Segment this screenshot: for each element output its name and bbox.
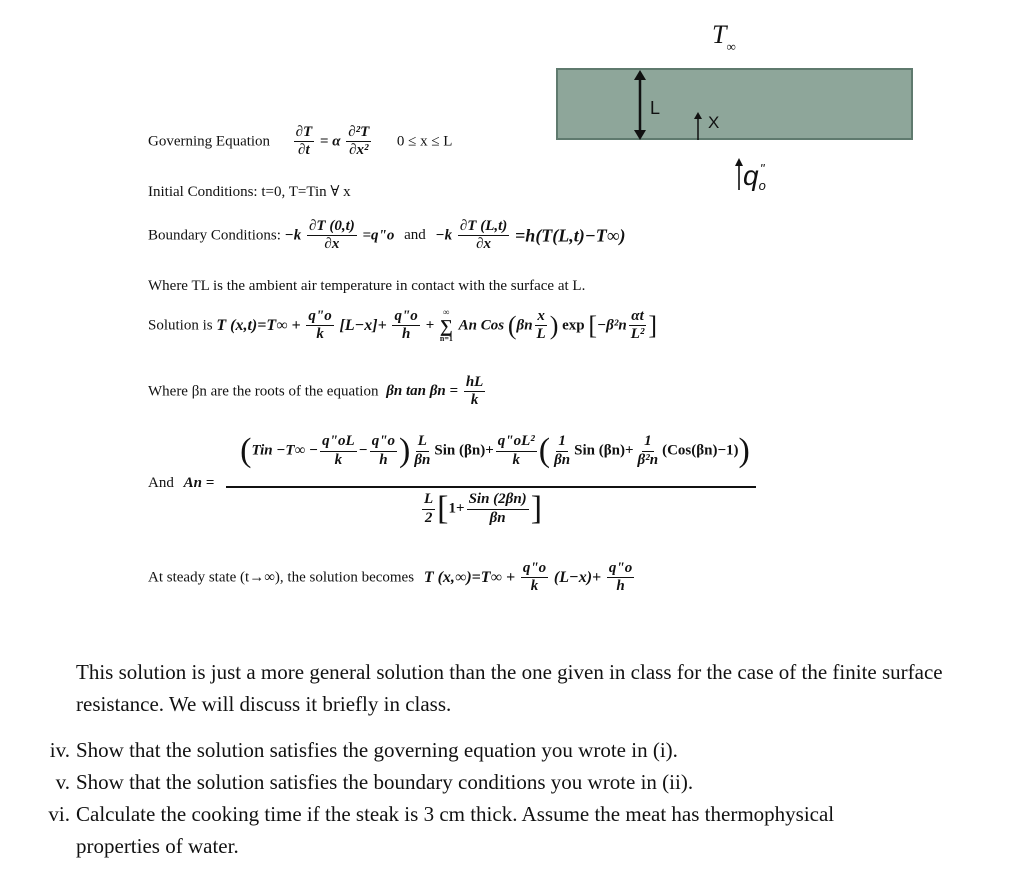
x-label: X xyxy=(708,113,720,132)
an-fraction-bar xyxy=(226,486,756,488)
bc1-fraction: $\frac{\partial T (0,t)}{\partial x}$ xyxy=(309,218,355,253)
solution-equation: Solution is T (x,t)=T∞ + $\frac{q"o}{k}$ [L−x]+ $\frac{q"o}{h}$ + ∞ ∑ n=1 An Cos (βn $\frac{x}{L}$ ) exp [−β²n $\frac{\alpha t}{\text{L²}}$ ] xyxy=(148,307,658,344)
bc2-fraction: $\frac{\partial T (L,t)}{\partial x}$ xyxy=(459,218,508,253)
an-label: And An = xyxy=(148,475,215,491)
explanation-paragraph: This solution is just a more general solution than the one given in class for the case of the finite surface resistance. We will discuss it briefly in class. xyxy=(76,660,943,716)
an-frac-1-beta2: $\frac{1}{\text{β²n}}$ xyxy=(637,433,659,468)
steady-state-equation: At steady state (t→∞), the solution becomes T (x,∞)=T∞ + $\frac{q"o}{k}$ (L−x)+ $\frac{q"o}{h}$ xyxy=(148,560,633,595)
question-list xyxy=(48,734,976,862)
solution-frac-k: $\frac{q"o}{k}$ xyxy=(308,308,332,343)
an-frac-qL2-k: $\frac{\text{q"oL²}}{k}$ xyxy=(497,433,535,468)
dT-dt-fraction: $\frac{\partial T}{\partial t}$ xyxy=(295,124,313,159)
heat-flux-label: qo" xyxy=(743,160,766,193)
an-numerator: (Tin −T∞ − $\frac{q"oL}{k}$ − $\frac{q"o}{h}$ ) $\frac{L}{\beta n}$ Sin (βn)+ $\frac{\text{q"oL²}}{k}$ ( $\frac{1}{\beta n}$ Sin (βn)+ $\frac{1}{\text{β²n}}$ (Cos(βn)−1)) xyxy=(240,432,750,469)
solution-frac-h: $\frac{q"o}{h}$ xyxy=(394,308,418,343)
an-frac-L-2: $\frac{L}{2}$ xyxy=(424,491,434,526)
question-item: vi. Calculate the cooking time if the steak is 3 cm thick. Assume the meat has thermophysical properties of water. xyxy=(48,802,835,858)
roots-fraction: $\frac{hL}{k}$ xyxy=(465,374,484,409)
length-label: L xyxy=(650,98,661,118)
summation-sign: ∞ ∑ n=1 xyxy=(439,307,453,344)
length-arrow-icon xyxy=(630,70,650,140)
solution-frac-x-over-l: $\frac{x}{L}$ xyxy=(536,308,546,343)
slab-diagram xyxy=(556,68,913,140)
question-item: iv. Show that the solution satisfies the governing equation you wrote in (i). xyxy=(49,738,678,762)
steady-frac-k: $\frac{q"o}{k}$ xyxy=(522,560,547,595)
an-frac-sin2beta: $\frac{\text{Sin (2βn)}}{\beta n}$ xyxy=(468,491,527,526)
x-axis-arrow-icon xyxy=(692,112,704,140)
an-frac-1-beta: $\frac{1}{\beta n}$ xyxy=(554,433,571,468)
solution-frac-alpha-t: $\frac{\alpha t}{\text{L²}}$ xyxy=(630,308,645,343)
d2T-dx2-fraction: $\frac{\text{∂²T}}{\text{∂x²}}$ xyxy=(348,124,370,159)
domain-range: 0 ≤ x ≤ L xyxy=(396,133,453,150)
an-frac-qL-k: $\frac{q"oL}{k}$ xyxy=(322,433,355,468)
t-infinity-label: $T_\infty$ xyxy=(712,20,736,54)
an-frac-q-h: $\frac{q"o}{h}$ xyxy=(371,433,396,468)
an-frac-L-beta: $\frac{L}{\beta n}$ xyxy=(414,433,431,468)
an-denominator: $\frac{L}{2}$ [1+ $\frac{\text{Sin (2βn)}}{\beta n}$ ] xyxy=(424,490,543,527)
question-item: v. Show that the solution satisfies the boundary conditions you wrote in (ii). xyxy=(55,770,694,794)
steady-frac-h: $\frac{q"o}{h}$ xyxy=(608,560,633,595)
governing-label: Governing Equation xyxy=(148,133,271,150)
governing-equation: Governing Equation $\frac{\partial T}{\partial t}$ = α $\frac{\text{∂²T}}{\text{∂x²}}$ 0 ≤ x ≤ L xyxy=(148,124,453,159)
initial-conditions: Initial Conditions: t=0, T=Tin ∀ x xyxy=(148,184,351,200)
roots-equation: Where βn are the roots of the equation βn tan βn = $\frac{hL}{k}$ xyxy=(148,374,484,409)
boundary-conditions: Boundary Conditions: −k $\frac{\partial T (0,t)}{\partial x}$ =q"o and −k $\frac{\partial T (L,t)}{\partial x}$ =h(T(L,t)−T∞) xyxy=(148,218,626,253)
ambient-note: Where TL is the ambient air temperature in contact with the surface at L. xyxy=(148,278,586,294)
